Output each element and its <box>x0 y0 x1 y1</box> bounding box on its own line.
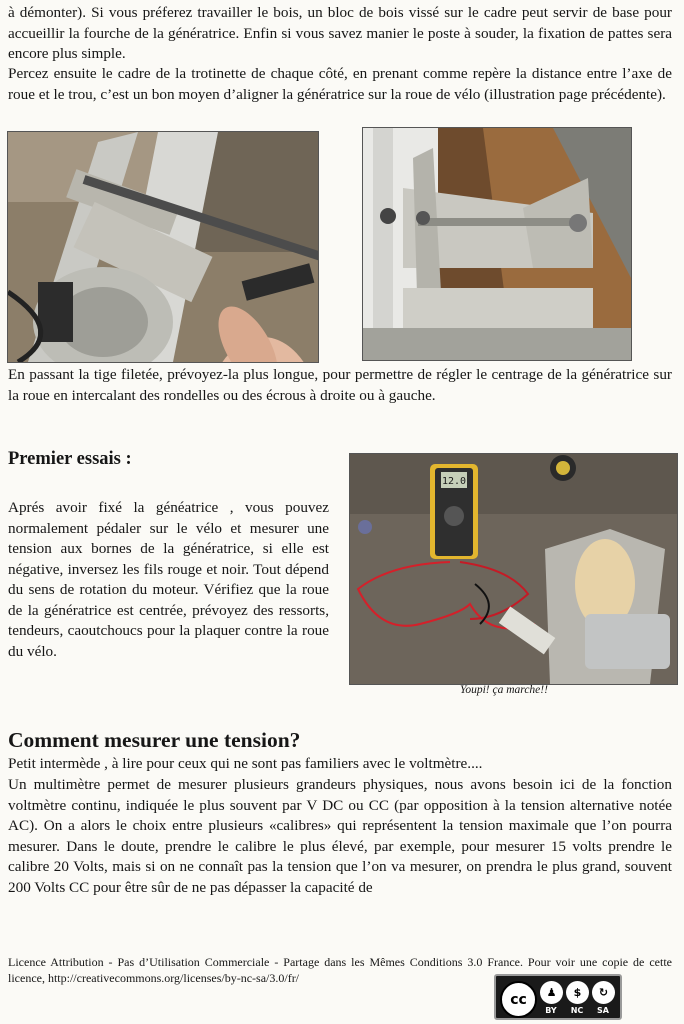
paragraph-threaded-rod: En passant la tige filetée, prévoyez-la plus longue, pour permettre de régler le centrage de la génératrice sur la roue en intercalant des rondelles ou des écrous à droite ou à gauche. <box>8 366 672 404</box>
paragraph-tension-body: Un multimètre permet de mesurer plusieurs grandeurs physiques, nous avons besoin ici de la fonction voltmètre continu, indiquée le plus souvent par V DC ou CC (par opposition à la tension alternative notée AC). On a alors le choix entre plusieurs «calibres» qui représentent la tension maximale que l’on pourra mesurer. Dans le doute, prendre le calibre le plus élevé, par exemple, pour mesurer 15 volts prendre le calibre 20 Volts, mais si on ne connaît pas la tension que l’on va mesurer, on prendra le plus grand, souvent 200 Volts CC pour être sûr de ne pas dépasser la capacité de <box>8 776 672 896</box>
cc-logo-icon: cc <box>500 981 537 1018</box>
cc-label-sa: SA <box>597 1006 609 1015</box>
noncommercial-icon: $ <box>566 981 589 1004</box>
licence-text: Licence Attribution - Pas d’Utilisation Commerciale - Partage dans les Mêmes Conditions 3.0 France. Pour voir une copie de cette licence, http://creativecommons.org/licenses/by-nc-sa/3.0/fr/ <box>8 955 672 985</box>
photo-multimeter-test <box>349 453 678 685</box>
intro-paragraph-2: Percez ensuite le cadre de la trotinette de chaque côté, en prenant comme repère la distance entre l’axe de roue et le trou, c’est un bon moyen d’aligner la génératrice sur la roue de vélo (illustration page précédente). <box>8 65 672 103</box>
meter-display-reading: 12.0 <box>441 476 467 487</box>
attribution-icon: ♟ <box>540 981 563 1004</box>
intro-paragraph-1: à démonter). Si vous préferez travailler le bois, un bloc de bois vissé sur le cadre peut servir de base pour accueillir la fourche de la génératrice. Enfin si vous savez manier le poste à souder, la fixation de pattes sera encore plus simple. <box>8 4 672 62</box>
sharealike-icon: ↻ <box>592 981 615 1004</box>
cc-label-by: BY <box>545 1006 557 1015</box>
cc-label-nc: NC <box>570 1006 584 1015</box>
photo-caption: Youpi! ça marche!! <box>460 684 548 696</box>
photo-drilling-frame <box>7 131 319 363</box>
heading-comment-mesurer: Comment mesurer une tension? <box>8 728 301 752</box>
paragraph-tension-intro: Petit intermède , à lire pour ceux qui ne sont pas familiers avec le voltmètre.... <box>8 755 483 772</box>
paragraph-premier-essais: Aprés avoir fixé la généatrice , vous pouvez normalement pédaler sur le vélo et mesurer une tension aux bornes de la génératrice, si elle est négative, inversez les fils rouge et noir. Tout dépend du sens de rotation du moteur. Vérifiez que la roue de la génératrice est centrée, prévoyez des ressorts, tendeurs, caoutchoucs pour la plaquer contre la roue du vélo. <box>8 499 329 660</box>
heading-premier-essais: Premier essais : <box>8 449 132 469</box>
creative-commons-badge <box>494 974 622 1020</box>
photo-bracket-threaded-rod <box>362 127 632 361</box>
